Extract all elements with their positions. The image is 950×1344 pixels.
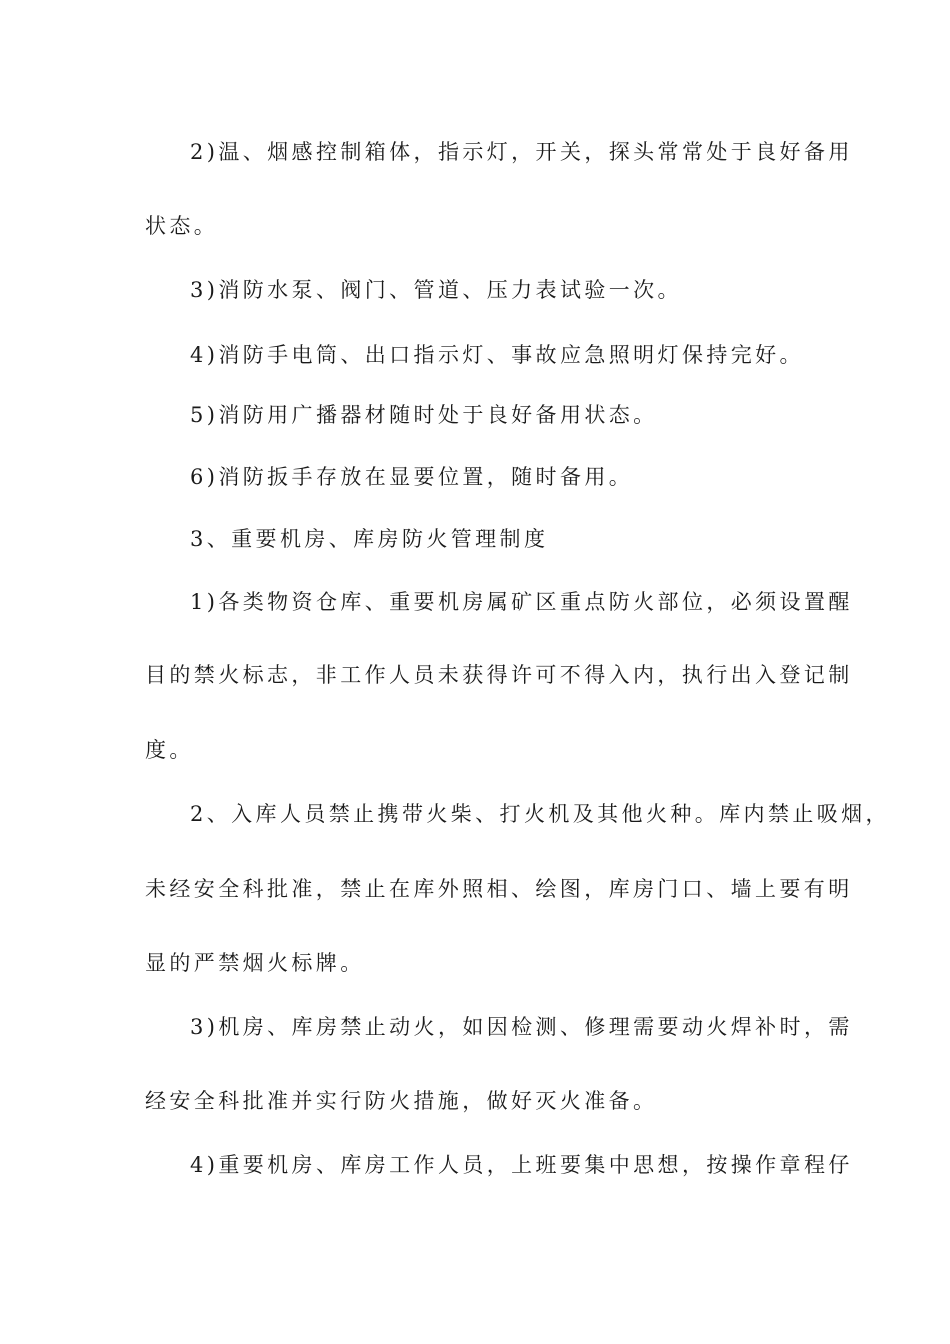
text-line: 度。 xyxy=(145,738,194,762)
text-line: 未经安全科批准，禁止在库外照相、绘图，库房门口、墙上要有明 xyxy=(145,877,853,901)
text-line: 5)消防用广播器材随时处于良好备用状态。 xyxy=(190,403,658,427)
text-line: 状态。 xyxy=(145,214,219,238)
text-line: 3)机房、库房禁止动火，如因检测、修理需要动火焊补时，需 xyxy=(190,1015,853,1039)
text-line: 目的禁火标志，非工作人员未获得许可不得入内，执行出入登记制 xyxy=(145,663,853,687)
section-heading: 3、重要机房、库房防火管理制度 xyxy=(190,527,549,551)
text-line: 4)重要机房、库房工作人员，上班要集中思想，按操作章程仔 xyxy=(190,1153,853,1177)
text-line: 6)消防扳手存放在显要位置，随时备用。 xyxy=(190,465,634,489)
text-line: 2)温、烟感控制箱体，指示灯，开关，探头常常处于良好备用 xyxy=(190,140,853,164)
text-line: 3)消防水泵、阀门、管道、压力表试验一次。 xyxy=(190,278,682,302)
text-line: 经安全科批准并实行防火措施，做好灭火准备。 xyxy=(145,1089,658,1113)
text-line: 4)消防手电筒、出口指示灯、事故应急照明灯保持完好。 xyxy=(190,343,804,367)
text-line: 2、入库人员禁止携带火柴、打火机及其他火种。库内禁止吸烟， xyxy=(190,802,890,826)
text-line: 1)各类物资仓库、重要机房属矿区重点防火部位，必须设置醒 xyxy=(190,590,853,614)
text-line: 显的严禁烟火标牌。 xyxy=(145,951,365,975)
